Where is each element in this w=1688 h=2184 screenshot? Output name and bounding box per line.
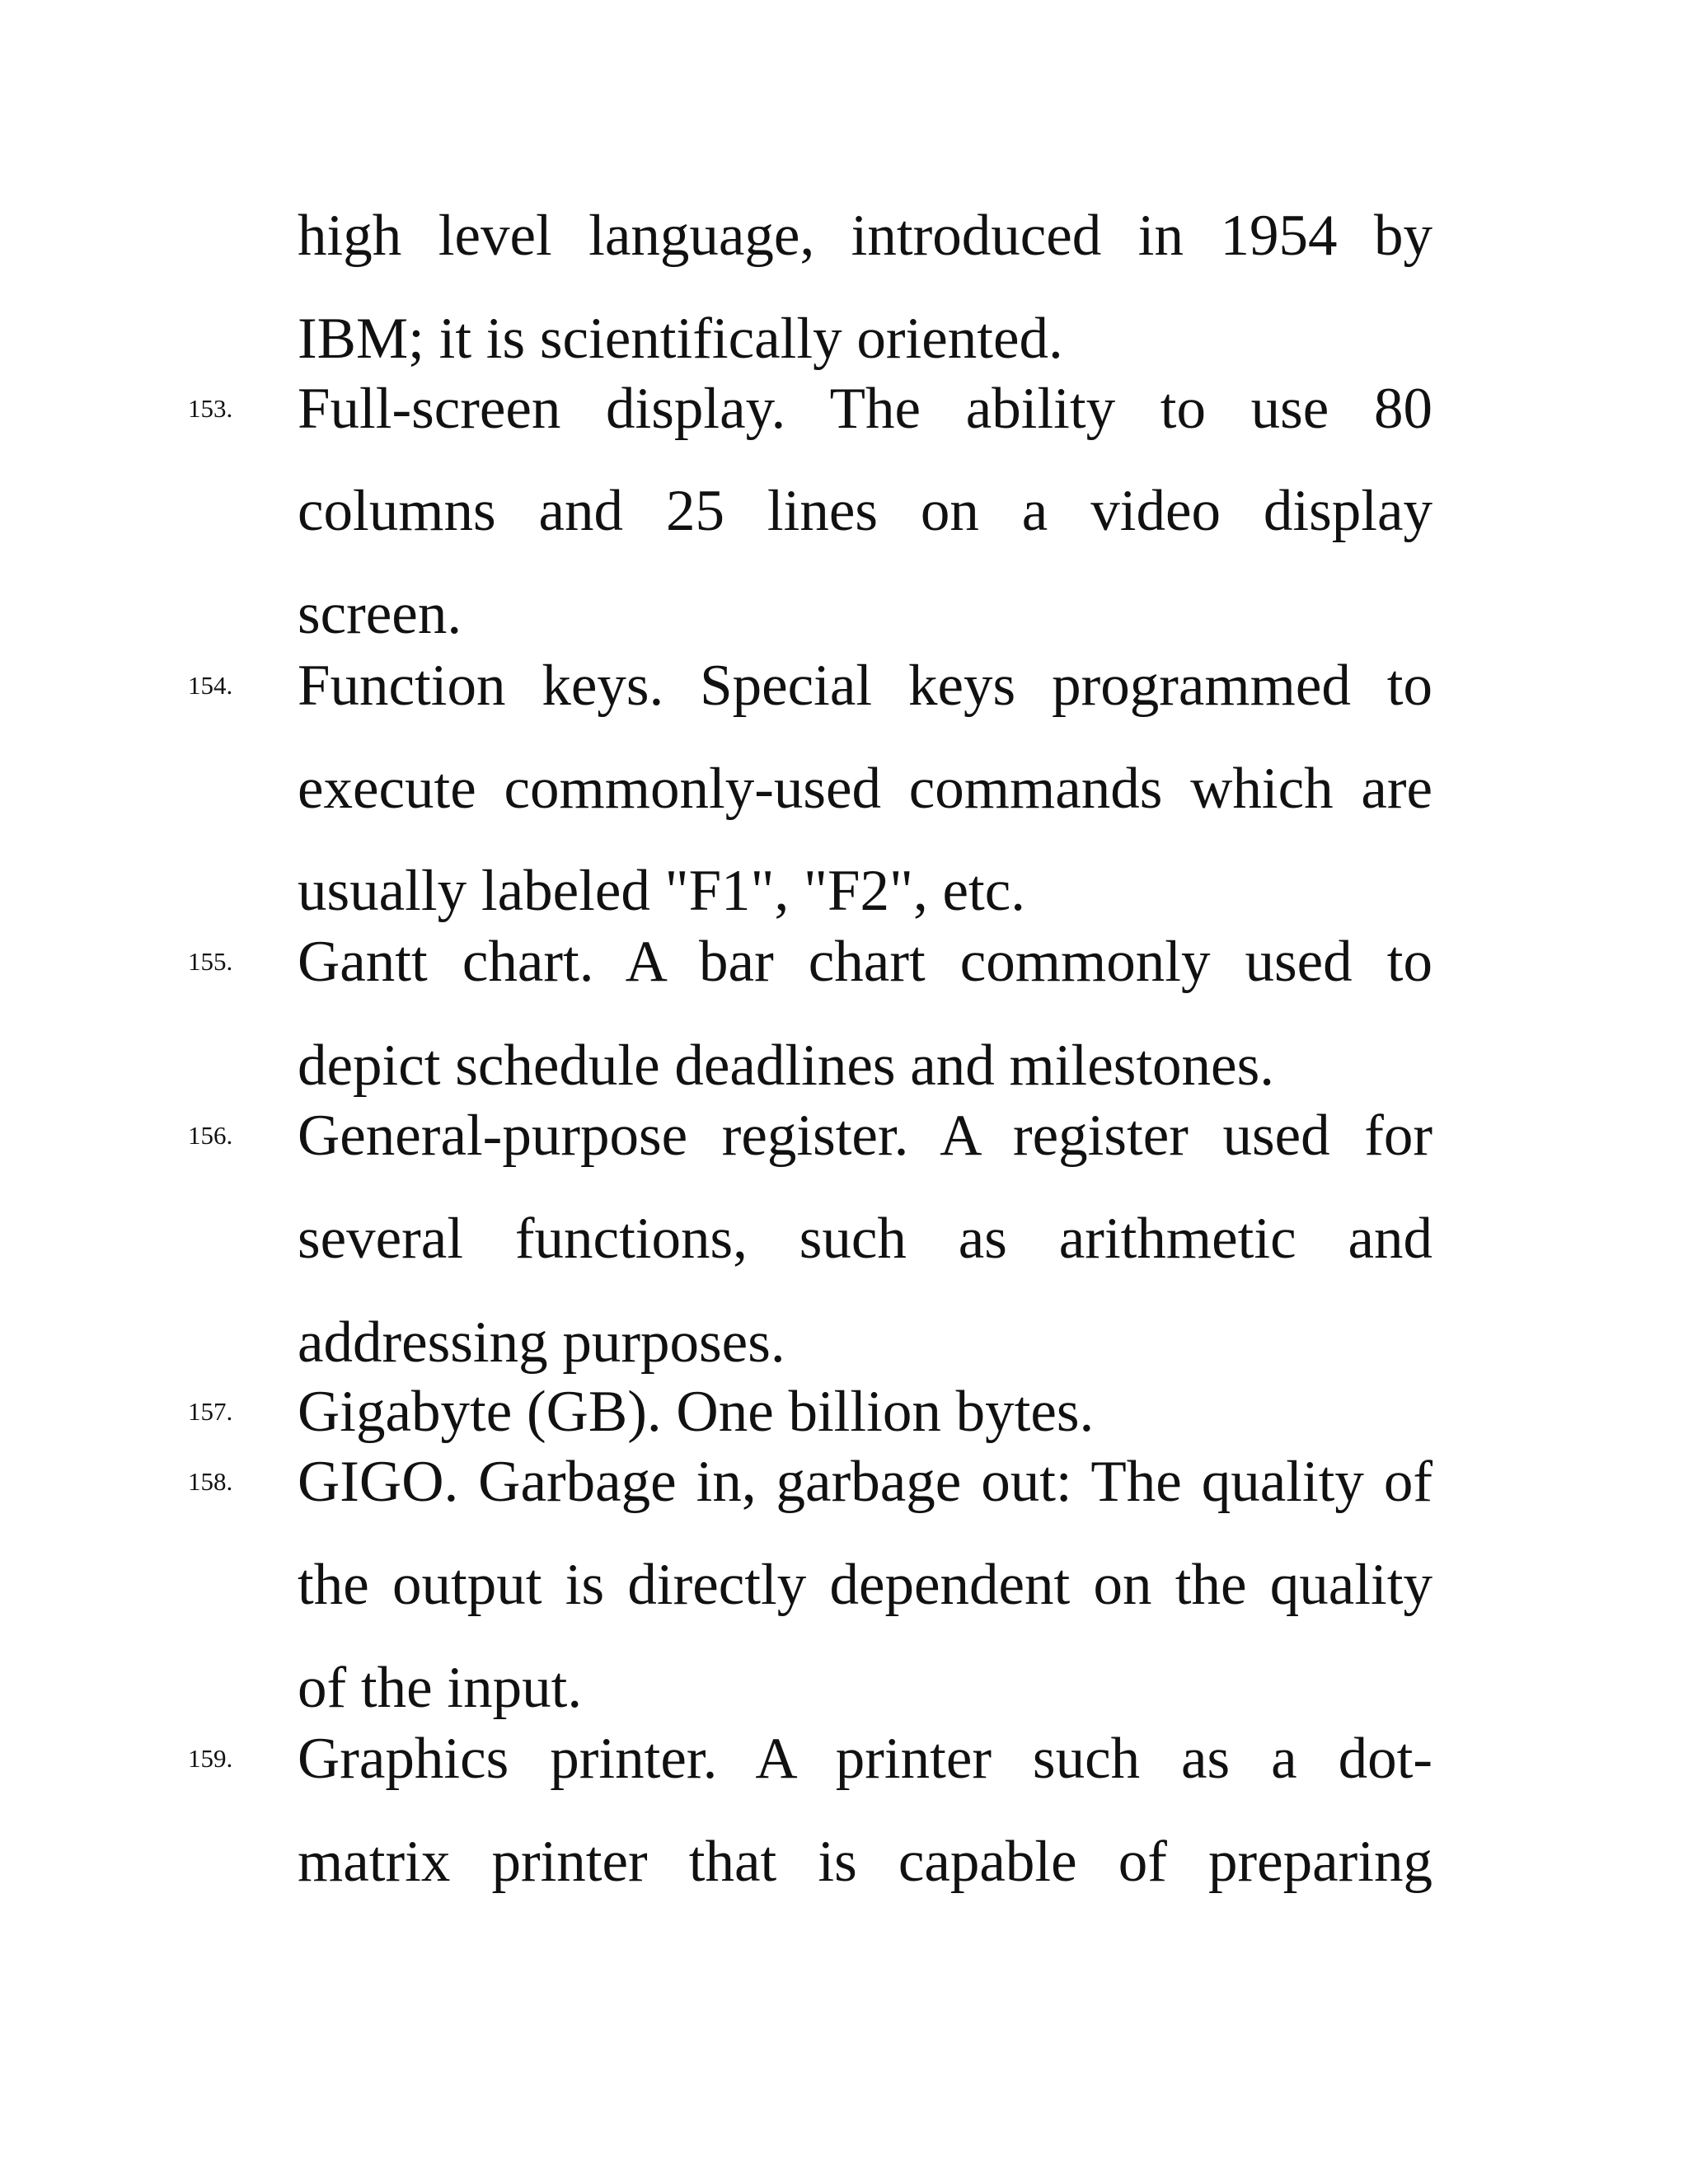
entry-158-line-1: GIGO. Garbage in, garbage out: The quality of: [298, 1450, 1432, 1514]
carryover-line-1: high level language, introduced in 1954 by: [298, 204, 1432, 268]
entry-155-line-2: depict schedule deadlines and milestones.: [298, 1033, 1274, 1098]
entry-154-line-1: Function keys. Special keys programmed to: [298, 654, 1432, 718]
entry-number-158: 158.: [188, 1467, 233, 1496]
entry-154-line-3: usually labeled "F1", "F2", etc.: [298, 859, 1025, 923]
entry-156-line-3: addressing purposes.: [298, 1310, 785, 1375]
entry-158-line-3: of the input.: [298, 1656, 583, 1720]
entry-159-line-1: Graphics printer. A printer such as a dot-: [298, 1727, 1432, 1791]
entry-155-line-1: Gantt chart. A bar chart commonly used to: [298, 930, 1432, 994]
entry-153-line-2: columns and 25 lines on a video display: [298, 479, 1432, 543]
entry-156-line-2: several functions, such as arithmetic and: [298, 1207, 1432, 1271]
entry-159-line-2: matrix printer that is capable of preparing: [298, 1830, 1432, 1894]
entry-156-line-1: General-purpose register. A register used for: [298, 1104, 1432, 1168]
entry-154-line-2: execute commonly-used commands which are: [298, 757, 1432, 821]
entry-158-line-2: the output is directly dependent on the quality: [298, 1553, 1432, 1617]
entry-153-line-1: Full-screen display. The ability to use 80: [298, 377, 1432, 441]
entry-157-line-1: Gigabyte (GB). One billion bytes.: [298, 1380, 1095, 1444]
carryover-line-2: IBM; it is scientifically oriented.: [298, 307, 1063, 371]
entry-number-153: 153.: [188, 394, 233, 423]
entry-number-159: 159.: [188, 1744, 233, 1773]
entry-number-155: 155.: [188, 947, 233, 976]
entry-number-157: 157.: [188, 1397, 233, 1426]
entry-number-156: 156.: [188, 1121, 233, 1150]
entry-153-line-3: screen.: [298, 582, 462, 646]
entry-number-154: 154.: [188, 671, 233, 700]
